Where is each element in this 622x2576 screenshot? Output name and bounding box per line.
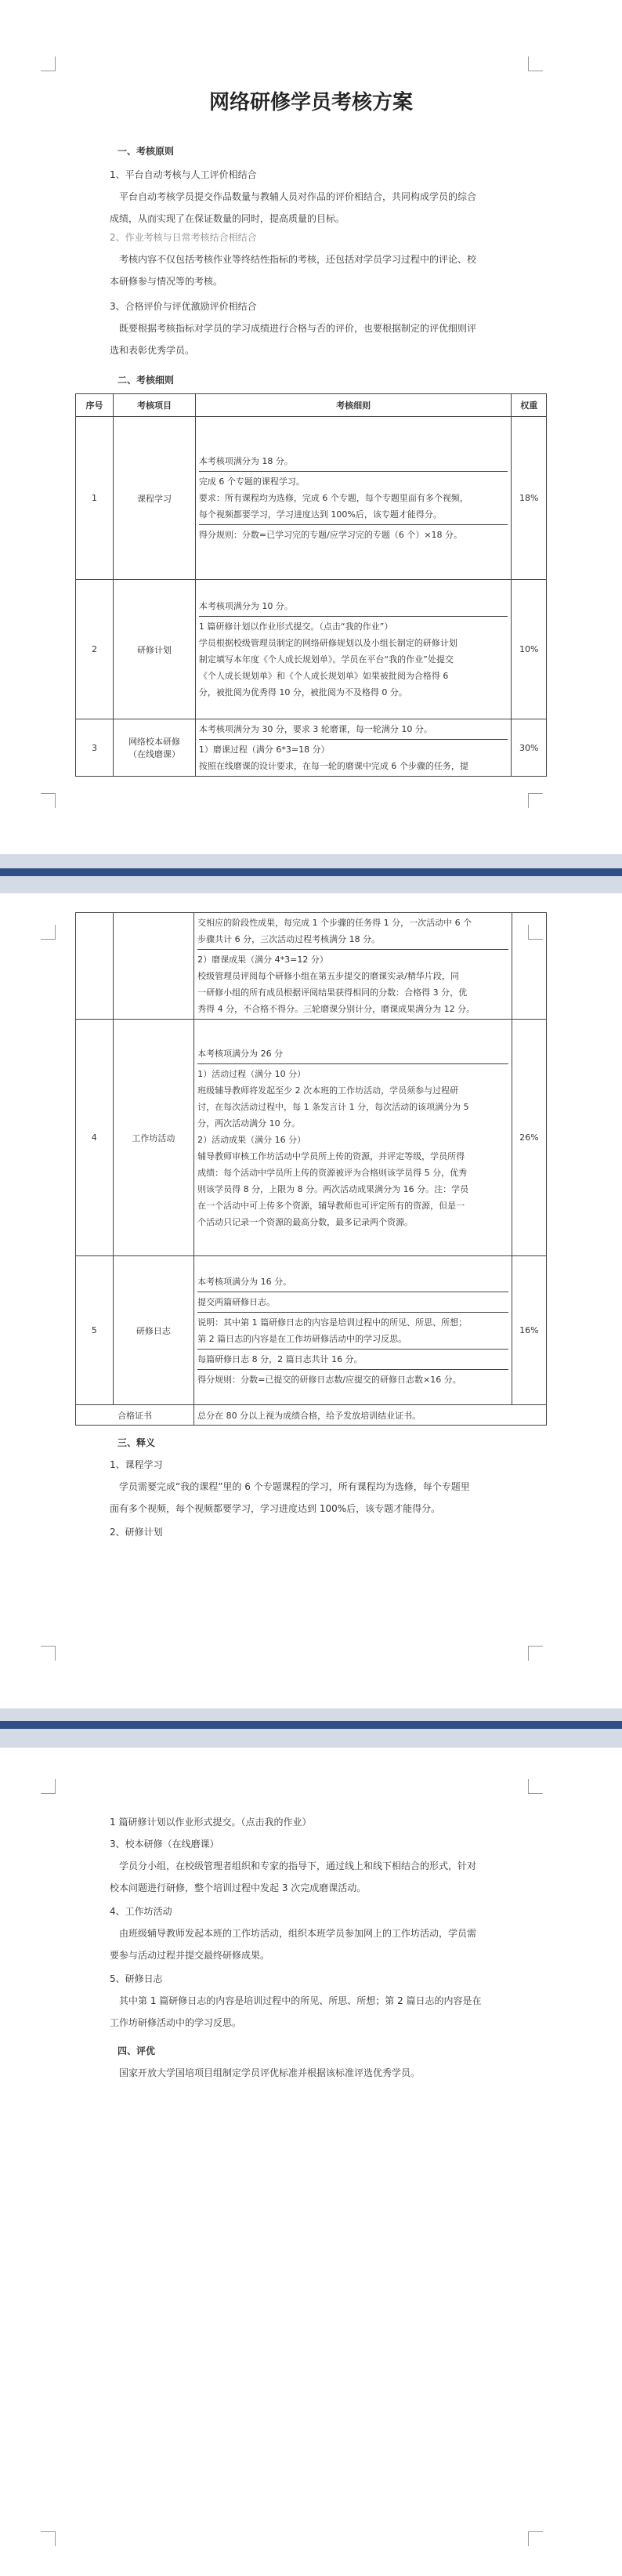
definition-5-text: 工作坊研修活动中的学习反思。	[110, 2017, 242, 2028]
detail-line: 得分规则：分数=已提交的研修日志数/应提交的研修日志数×16 分。	[197, 1374, 461, 1385]
crop-mark	[528, 1779, 543, 1794]
detail-line: 得分规则：分数=已学习完的专题/应学习完的专题（6 个）×18 分。	[198, 530, 463, 540]
row-item	[114, 719, 196, 777]
definition-5-title: 5、研修日志	[110, 1973, 163, 1984]
detail-text: 个活动只记录一个资源的最高分数，最多记录两个资源。	[197, 1216, 414, 1227]
page-title: 网络研修学员考核方案	[208, 91, 413, 114]
row-item: 研修计划	[114, 580, 196, 719]
excellence-text: 国家开放大学国培项目组制定学员评优标准并根据该标准评选优秀学员。	[119, 2067, 421, 2078]
detail-text: 制定填写本年度《个人成长规划单》。学员在平台“我的作业”处提交	[198, 654, 454, 665]
detail-text: 《个人成长规划单》和《个人成长规划单》如果被批阅为合格得 6	[198, 671, 449, 681]
section-heading-definitions: 三、释义	[118, 1437, 156, 1448]
detail-text: 2）活动成果（满分 16 分）	[197, 1134, 306, 1145]
principle-1-title: 1、平台自动考核与人工评价相结合	[110, 169, 257, 180]
detail-text: 则该学员得 8 分，上限为 8 分。两次活动成果满分为 16 分。注：学员	[197, 1183, 469, 1194]
detail-text: 辅导教师审核工作坊活动中学员所上传的资源，并评定等级，学员所得	[197, 1150, 465, 1161]
detail-text: 每个视频都要学习，学习进度达到 100%后，该专题才能得分。	[198, 509, 442, 520]
page-separator	[0, 854, 622, 893]
table-row	[76, 417, 547, 580]
row-weight: 18%	[512, 417, 547, 580]
row-detail	[194, 1256, 512, 1405]
detail-text: 班级辅导教师将发起至少 2 次本班的工作坊活动，学员须参与过程研	[197, 1085, 459, 1096]
crop-mark	[41, 1646, 56, 1661]
detail-text: 校级管理员评阅每个研修小组在第五步提交的磨课实录/精华片段，同	[197, 971, 459, 981]
row-weight: 16%	[512, 1256, 546, 1405]
definition-4-text: 要参与活动过程并提交最终研修成果。	[110, 1950, 270, 1961]
detail-text: 秀得 4 分，不合格不得分。三轮磨课分别计分，磨课成果满分为 12 分。	[197, 1004, 476, 1014]
detail-text: 交相应的阶段性成果，每完成 1 个步骤的任务得 1 分，一次活动中 6 个	[197, 918, 472, 928]
row-item: 工作坊活动	[113, 1020, 194, 1256]
detail-text: 1）活动过程（满分 10 分）	[197, 1068, 306, 1079]
detail-line: 本考核项满分为 16 分。	[197, 1272, 508, 1292]
table-header-row	[76, 394, 547, 417]
detail-text: 成绩：每个活动中学员所上传的资源被评为合格则该学员得 5 分，优秀	[197, 1167, 468, 1178]
col-header-weight: 权重	[512, 394, 547, 417]
row-no: 5	[76, 1256, 114, 1405]
detail-line: 每篇研修日志 8 分，2 篇日志共计 16 分。	[197, 1350, 508, 1370]
detail-line	[197, 1064, 508, 1232]
detail-line: 本考核项满分为 10 分。	[199, 596, 508, 617]
principle-2-text: 本研修参与情况等的考核。	[110, 276, 223, 287]
detail-text: 按照在线磨课的设计要求，在每一轮的磨课中完成 6 个步骤的任务，提	[198, 761, 468, 771]
detail-line: 本考核项满分为 18 分。	[199, 451, 508, 472]
row-weight: 10%	[512, 580, 547, 719]
table-row	[76, 580, 547, 719]
detail-line	[197, 950, 508, 1019]
detail-line	[199, 472, 508, 525]
crop-mark	[41, 2531, 56, 2546]
principle-3-title: 3、合格评价与评优激励评价相结合	[110, 301, 257, 312]
row-detail	[194, 913, 512, 1020]
crop-mark	[528, 56, 543, 71]
row-item-text: （在线磨课）	[128, 749, 180, 759]
row-no: 3	[76, 719, 114, 777]
definition-3-text: 校本问题进行研修，整个培训过程中发起 3 次完成磨课活动。	[110, 1882, 367, 1893]
row-no: 2	[76, 580, 114, 719]
detail-text: 要求：所有课程均为选修，完成 6 个专题，每个专题里面有多个视频，	[198, 493, 468, 503]
definition-1-text: 面有多个视频，每个视频都要学习，学习进度达到 100%后，该专题才能得分。	[110, 1503, 441, 1514]
definition-4-text: 由班级辅导教师发起本班的工作坊活动，组织本班学员参加网上的工作坊活动，学员需	[119, 1928, 477, 1939]
principle-3-text: 既要根据考核指标对学员的学习成绩进行合格与否的评价，也要根据制定的评优细则评	[119, 323, 477, 334]
detail-text: 学员根据校级管理员制定的网络研修规划以及小组长制定的研修计划	[198, 638, 457, 648]
detail-text: 分，被批阅为优秀得 10 分，被批阅为不及格得 0 分。	[198, 687, 407, 697]
rules-table-continued	[75, 912, 547, 1426]
definition-4-title: 4、工作坊活动	[110, 1906, 172, 1917]
crop-mark	[41, 1779, 56, 1794]
table-row	[76, 1256, 547, 1405]
row-detail	[194, 1020, 512, 1256]
col-header-no: 序号	[76, 394, 114, 417]
detail-text: 1 篇研修计划以作业形式提交。（点击“我的作业”）	[198, 621, 393, 632]
detail-line	[197, 913, 508, 950]
row-item-text: 网络校本研修	[128, 737, 180, 747]
detail-text: 第 2 篇日志的内容是在工作坊研修活动中的学习反思。	[197, 1333, 407, 1344]
detail-text: 步骤共计 6 分，三次活动过程考核满分 18 分。	[197, 934, 381, 944]
pass-label: 合格证书	[76, 1405, 194, 1426]
detail-text: 完成 6 个专题的课程学习。	[198, 476, 305, 487]
principle-3-text: 选和表彰优秀学员。	[110, 345, 195, 356]
detail-text: 1）磨课过程（满分 6*3=18 分）	[198, 745, 330, 755]
detail-text: 讨，在每次活动过程中，每 1 条发言计 1 分，每次活动的该项满分为 5	[197, 1101, 469, 1112]
section-heading-principles: 一、考核原则	[118, 146, 175, 157]
row-weight: 30%	[512, 719, 547, 777]
definition-3-text: 学员分小组，在校级管理者组织和专家的指导下，通过线上和线下相结合的形式，针对	[119, 1860, 477, 1871]
crop-mark	[41, 925, 56, 940]
table-row-pass	[76, 1405, 547, 1426]
row-no: 4	[76, 1020, 114, 1256]
detail-text: 2）磨课成果（满分 4*3=12 分）	[197, 955, 328, 965]
page-1	[0, 0, 622, 854]
detail-text: 在一个活动中可上传多个资源，辅导教师也可评定所有的资源，但是一	[197, 1200, 465, 1211]
definition-2-text: 1 篇研修计划以作业形式提交。（点击我的作业）	[110, 1817, 312, 1828]
definition-1-text: 学员需要完成“我的课程”里的 6 个专题课程的学习，所有课程均为选修，每个专题里	[119, 1481, 470, 1492]
principle-1-text: 平台自动考核学员提交作品数量与教辅人员对作品的评价相结合，共同构成学员的综合	[119, 191, 477, 202]
crop-mark	[41, 793, 56, 808]
detail-line: 本考核项满分为 26 分	[197, 1044, 508, 1064]
crop-mark	[528, 793, 543, 808]
detail-text: 说明：其中第 1 篇研修日志的内容是培训过程中的所见、所思、所想；	[197, 1317, 468, 1328]
col-header-item: 考核项目	[114, 394, 196, 417]
page-separator	[0, 1708, 622, 1748]
detail-line	[197, 1313, 508, 1350]
definition-5-text: 其中第 1 篇研修日志的内容是培训过程中的所见、所思、所想；第 2 篇日志的内容是在	[119, 1995, 482, 2006]
row-no: 1	[76, 417, 114, 580]
row-detail	[195, 719, 512, 777]
row-weight: 26%	[512, 1020, 546, 1256]
detail-line	[199, 740, 508, 776]
section-heading-rules: 二、考核细则	[118, 375, 175, 386]
principle-1-text: 成绩，从而实现了在保证数量的同时，提高质量的目标。	[110, 213, 345, 224]
table-row	[76, 1020, 547, 1256]
pass-text: 总分在 80 分以上视为成绩合格，给予发放培训结业证书。	[194, 1405, 547, 1426]
definition-1-title: 1、课程学习	[110, 1459, 163, 1470]
row-detail	[195, 417, 512, 580]
definition-2-title: 2、研修计划	[110, 1527, 163, 1538]
definition-3-title: 3、校本研修（在线磨课）	[110, 1839, 219, 1850]
row-item: 研修日志	[113, 1256, 194, 1405]
rules-table	[75, 393, 547, 777]
table-row	[76, 913, 547, 1020]
detail-line	[199, 617, 508, 702]
detail-line: 本考核项满分为 30 分，要求 3 轮磨课，每一轮满分 10 分。	[199, 719, 508, 740]
section-heading-excellence: 四、评优	[118, 2045, 156, 2056]
table-row	[76, 719, 547, 777]
detail-text: 分，两次活动满分 10 分。	[197, 1118, 301, 1129]
principle-2-title: 2、作业考核与日常考核结合相结合	[110, 232, 257, 241]
row-detail	[195, 580, 512, 719]
page-2	[0, 893, 622, 1708]
page-3	[0, 1748, 622, 2576]
principle-2-text: 考核内容不仅包括考核作业等终结性指标的考核，还包括对学员学习过程中的评论、校	[119, 254, 477, 265]
detail-text: 一研修小组的所有成员根据评阅结果获得相同的分数：合格得 3 分，优	[197, 987, 468, 998]
detail-line: 提交两篇研修日志。	[197, 1292, 508, 1313]
crop-mark	[528, 1646, 543, 1661]
crop-mark	[41, 56, 56, 71]
crop-mark	[528, 2531, 543, 2546]
row-item: 课程学习	[114, 417, 196, 580]
col-header-detail: 考核细则	[195, 394, 512, 417]
